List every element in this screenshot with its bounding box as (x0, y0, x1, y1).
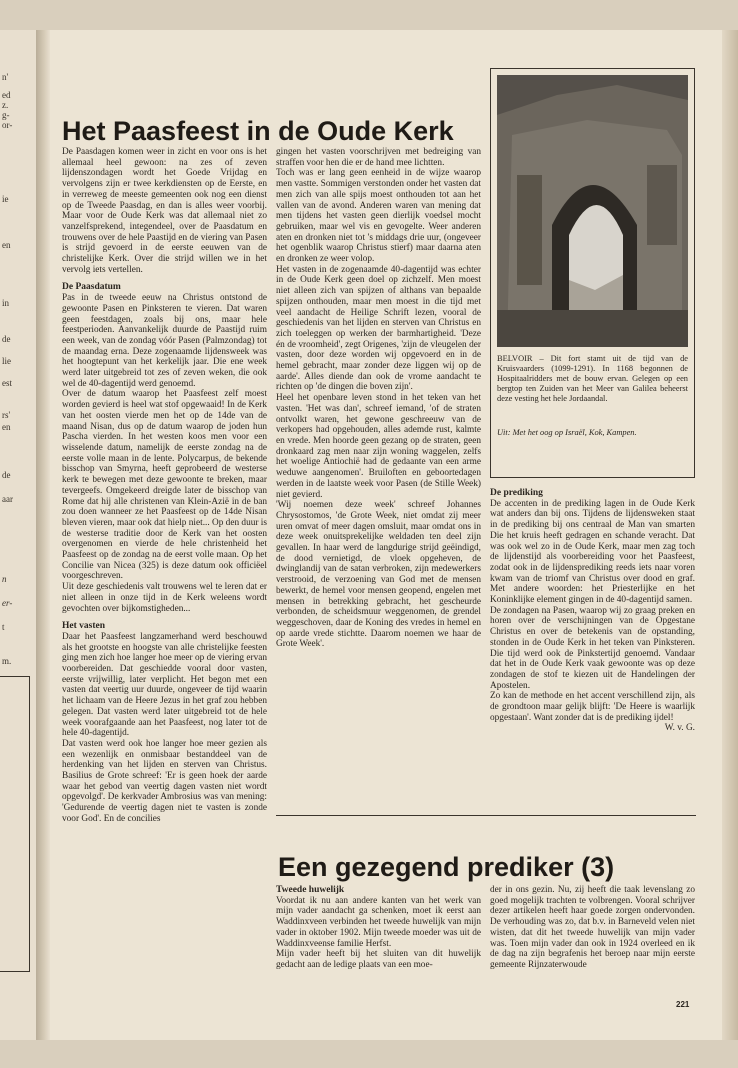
paragraph: gingen het vasten voorschrijven met bedreiging van straffen voor hen die er de hand mee lichtten. (276, 147, 481, 168)
left-page-fragment: de (2, 470, 11, 480)
left-page-fragment: g- (2, 110, 10, 120)
paragraph: De accenten in de prediking lagen in de Oude Kerk wat anders dan bij ons. Tijdens de lijdensweken staat in de prediking bij ons centraal de Man van smarten Die het kruis heeft gedragen en schande veracht. Dat was ook wel zo in de Oude Kerk, maar men zag toch de lijdenstijd als voorbereiding voor het Paasfeest, zodat ook in de lijdensprediking reeds iets naar voren kwam van de triomf van Christus over dood en graf. Met andere woorden: het Priesterlijke en het Koninklijke element gingen in de 40-dagentijd samen. (490, 498, 695, 606)
left-page-box (0, 676, 30, 972)
left-page-fragment: m. (2, 656, 12, 666)
paragraph: Zo kan de methode en het accent verschillend zijn, als de grondtoon maar gelijk blijft: 'De Heere is waarlijk opgestaan'. Want zonder dat is de prediking ijdel! (490, 691, 695, 723)
left-page-fragment: lie (2, 356, 11, 366)
left-page-fragment: z. (2, 100, 9, 110)
section-heading-prediking: De prediking (490, 488, 543, 498)
left-page-fragment: t (2, 622, 5, 632)
page-edge (722, 30, 738, 1040)
paragraph: Pas in de tweede eeuw na Christus ontstond de gewoonte Pasen en Pinksteren te vieren. Dat waren geen feestdagen, zoals bij ons, maar hele feestperioden. Aanvankelijk duurde de Paastijd ruim een week, van de zondag vóór Pasen (Palmzondag) tot de maandag erna. Deze zogenaamde lijdensweek was het hoogtepunt van het kerkelijk jaar. Die ene week werd later uitgebreid tot zes of zeven weken, die ook wel de 40-dagentijd werd genoemd. (62, 293, 267, 389)
page-number: 221 (676, 1000, 690, 1009)
article-divider (276, 815, 696, 816)
left-page-fragment: en (2, 422, 11, 432)
section-heading-paasdatum: De Paasdatum (62, 282, 121, 293)
article2-column-2 (490, 885, 695, 1030)
left-page-fragment: or- (2, 120, 13, 130)
left-page-fragment: ed (2, 90, 11, 100)
belvoir-arch-image (497, 75, 688, 347)
left-page-fragment: est (2, 378, 12, 388)
left-page-fragment: en (2, 240, 11, 250)
paragraph: Over de datum waarop het Paasfeest zelf moest worden gevierd is heel wat stof opgewaaid! In de Kerk van het oosten vierde men het op de 14de van de maand Nisan, dus op de datum waarop de joden hun Pascha vierden. In het westen koos men voor een wisselende datum, namelijk de eerste zondag na de eerste volle maan in de lente. Polycarpus, de bekende bisschop van Smyrna, heeft geprobeerd de westerse kerk te bewegen met deze gewoonte te breken, maar tevergeefs. Omgekeerd dreigde later de bisschop van Rome dat hij alle christenen van Klein-Azië in de ban zou doen wanneer ze het Paasfeest op de 14de Nisan bleven vieren, maar ook dat hielp niet... Op den duur is de westerse traditie door de Kerk van het oosten overgenomen en vierde de hele christenheid het Paasfeest op de zondag na de eerst volle maan. Op het Concilie van Nicea (325) is deze datum ook officiëel voorgeschreven. (62, 389, 267, 582)
left-page-strip (0, 30, 36, 1040)
left-page-fragment: n (2, 574, 7, 584)
paragraph: Voordat ik nu aan andere kanten van het werk van mijn vader aandacht ga schenken, moet ik eerst aan Waddinxveen verbinden het tweede huwelijk van mijn vader in oktober 1902. Mijn tweede moeder was uit de Waddinxveense familie Herfst. (276, 895, 481, 949)
paragraph: Uit deze geschiedenis valt trouwens wel te leren dat er niet alleen in onze tijd in de Kerk weleens wordt gevochten over bijkomstigheden... (62, 582, 267, 614)
article-column-3 (490, 488, 695, 813)
paragraph: Mijn vader heeft bij het sluiten van dit huwelijk gedacht aan de ledige plaats van een moe- (276, 949, 481, 970)
left-page-fragment: ie (2, 194, 9, 204)
left-page-fragment: in (2, 298, 10, 308)
photo-caption: BELVOIR – Dit fort stamt uit de tijd van de Kruisvaarders (1099-1291). In 1168 begonnen de Hospitaalridders met de bouw ervan. Gelegen op een bergtop ten Zuiden van het Meer van Galilea beheerst deze vesting het hele Jordaandal. (497, 354, 688, 403)
article-column-2 (276, 147, 481, 812)
photo-source: Uit: Met het oog op Israël, Kok, Kampen. (497, 428, 637, 437)
paragraph: De zondagen na Pasen, waarop wij zo graag preken en horen over de verschijningen van de Opgestane Christus en over de betekenis van de opstanding, stonden in de Oude Kerk in het teken van Pinksteren. Die tijd werd ook de Pinkstertijd genoemd. Vandaar dat het in de Oude Kerk vaak gewoonte was op deze zondagen de stof te kiezen uit de Handelingen der Apostelen. (490, 605, 695, 691)
paragraph: Toch was er lang geen eenheid in de wijze waarop men vastte. Sommigen verstonden onder het vasten dat men zich van alle spijs moest onthouden tot aan het vallen van de avond. Anderen waren van mening dat men tijdens het vasten geen dierlijk voedsel mocht gebruiken, maar wel vis en gevogelte. Weer anderen aten en dronken niet tot 's middags drie uur, (ongeveer het ogenblik waarop Christus stierf) maar daarna aten en dronken ze weer volop. (276, 168, 481, 265)
paragraph: Dat vasten werd ook hoe langer hoe meer gezien als een wezenlijk en onmisbaar bestanddeel van de herdenking van het lijden en sterven van Christus. Basilius de Grote schreef: 'Er is geen hoek der aarde waar het gebod van veertig dagen vasten niet wordt opgevolgd'. De kerkvader Ambrosius was van mening: 'Gedurende de veertig dagen niet te vasten is zonde voor God'. En de concilies (62, 738, 267, 824)
left-page-fragment: er- (2, 598, 13, 608)
paragraph: Het vasten in de zogenaamde 40-dagentijd was echter in de Oude Kerk geen doel op zichzelf. Men moest niet alleen zich van spijzen of althans van bepaalde spijzen onthouden, maar men moest in die tijd met veel aandacht de Heilige Schrift lezen, vooral de geschiedenis van het lijden en sterven van Christus en zich toeleggen op werken der barmhartigheid. 'Deze én de vroomheid', zegt Origenes, 'zijn de vleugelen der vasten, door deze worden wij opgevoerd en in de hemel gebracht, maar zonder deze liggen wij op de aarde'. Alles diende dan ook de vrome aandacht te richten op 'de dingen die boven zijn'. (276, 264, 481, 393)
left-page-fragment: aar (2, 494, 13, 504)
article-title-2: Een gezegend prediker (3) (278, 852, 615, 882)
fortress-photo (497, 75, 688, 347)
section-heading-huwelijk: Tweede huwelijk (276, 885, 345, 895)
page-gutter (36, 30, 50, 1040)
paragraph: der in ons gezin. Nu, zij heeft die taak levenslang zo goed mogelijk trachten te volbrengen. Vooral schrijver dezer artikelen heeft haar goede zorgen ondervonden. De verhouding was zo, dat b.v. in Barneveld velen niet wisten, dat dit het tweede huwelijk van mijn vader was. Toen mijn vader dan ook in 1924 overleed en ik de dag na zijn begrafenis het beroep naar mijn eerste gemeente Rijnzaterwoude (490, 885, 695, 970)
intro-paragraph: De Paasdagen komen weer in zicht en voor ons is het allemaal heel gewoon: na zes of zeven lijdenszondagen wordt het Goede Vrijdag en vervolgens zijn er twee kerkdiensten op de Eerste, en in verreweg de meeste gemeenten ook nog een dienst op de Tweede Paasdag, en dan is alles weer voorbij. Maar voor de Oude Kerk was dat allemaal niet zo vanzelfsprekend, integendeel, over de Paasdatum en trouwens over de hele Paastijd en de viering van Pasen is strijd gevoerd in de eerste eeuwen van de christelijke Kerk. Over die strijd willen we in het vervolg iets vertellen. (62, 147, 267, 275)
left-page-fragment: n' (2, 72, 9, 82)
left-page-fragment: rs' (2, 410, 11, 420)
paragraph: Heel het openbare leven stond in het teken van het vasten. 'Het was dan', schreef iemand, 'of de straten ontvolkt waren, het gewone geschreeuw van de verkopers had opgehouden, alles ademde rust, kalmte en vrede. Men hoorde geen gezang op de straten, geen dronkaard zag men naar zijn woning waggelen, zelfs het woelige Antiochië had de gedaante van een arme weduwe aangenomen'. Bruiloften en geboortedagen werden in de laatste week voor Pasen (de Stille Week) niet gevierd. (276, 393, 481, 500)
article2-column-1 (276, 885, 481, 1030)
section-heading-vasten: Het vasten (62, 621, 106, 632)
paragraph: 'Wij noemen deze week' schreef Johannes Chrysostomos, 'de Grote Week, niet omdat zij meer uren omvat of meer dagen omsluit, maar omdat ons in deze week onuitsprekelijke weldaden ten deel zijn gevallen. In haar werd de langdurige strijd geëindigd, de dood vernietigd, de vloek opgeheven, de dwinglandij van de satan verbroken, zijn medewerkers verstrooid, de verzoening van God met de mensen bewerkt, de hemel voor mensen geopend, engelen met mensen in betrekking gebracht, het gescheurde verbonden, de scheidsmuur weggenomen, de grendel weggeschoven, daar de Koning des vredes in hemel en op aarde vrede stichtte. Daarom noemen we haar de Grote Week'. (276, 500, 481, 650)
left-page-fragment: de (2, 334, 11, 344)
article-column-1 (62, 147, 267, 1027)
author-signature: W. v. G. (664, 723, 695, 734)
article-title: Het Paasfeest in de Oude Kerk (62, 116, 454, 146)
paragraph: Daar het Paasfeest langzamerhand werd beschouwd als het grootste en hoogste van alle christelijke feesten ging men zich hoe langer hoe meer op de viering ervan voorbereiden. Dat geschiedde vooral door vasten, eerste vrijwillig, later verplicht. Het begon met een vasten dat veertig uur duurde, ongeveer de tijd waarin het lichaam van de Heere Jezus in het graf zou hebben gelegen. Dat vasten werd later uitgebreid tot de hele week voorafgaande aan het Paasfeest, nog later tot de hele 40-dagentijd. (62, 631, 267, 739)
